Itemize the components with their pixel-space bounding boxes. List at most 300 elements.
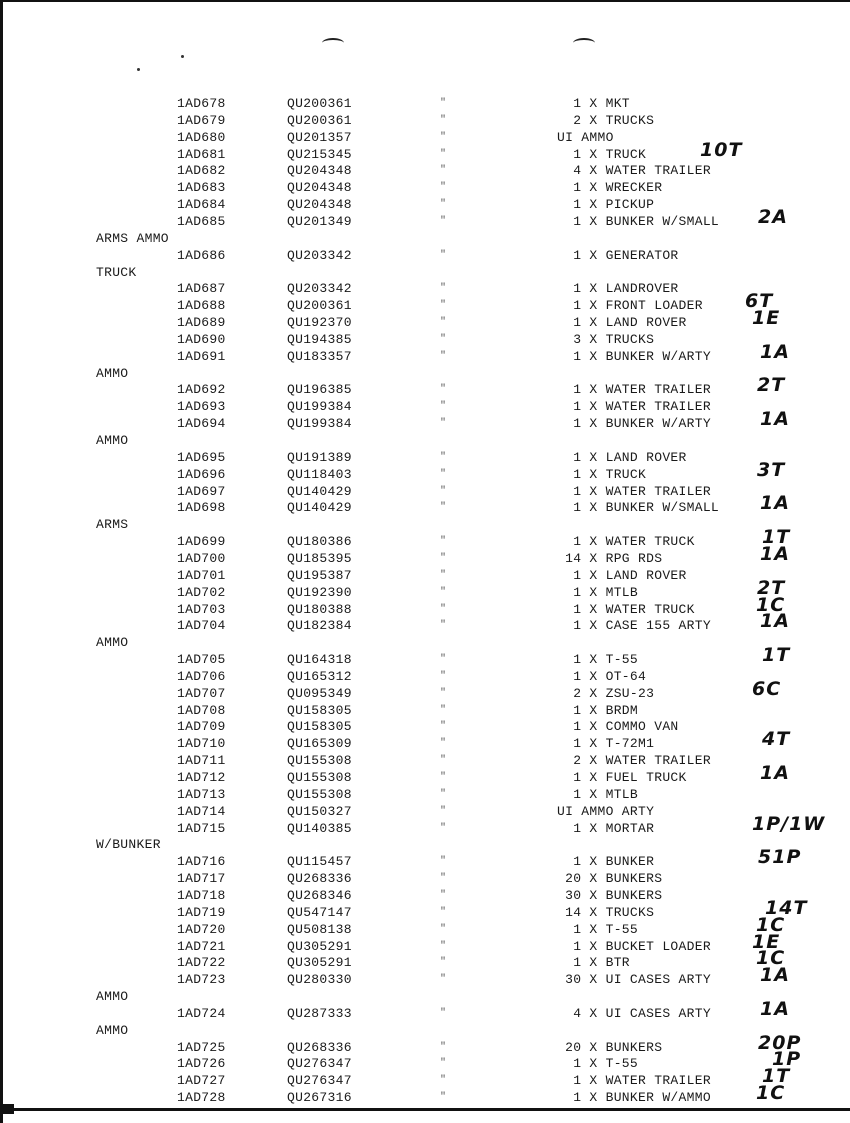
entry-id: 1AD688 xyxy=(177,298,226,314)
handwritten-annotation: 10T xyxy=(700,138,743,161)
entry-row xyxy=(0,112,850,129)
ditto-mark: " xyxy=(440,805,447,817)
entry-description: 1 X CASE 155 ARTY xyxy=(557,618,711,634)
ditto-mark: " xyxy=(440,1007,447,1019)
grid-reference: QU158305 xyxy=(287,702,352,718)
grid-reference: QU150327 xyxy=(287,803,352,819)
grid-reference: QU276347 xyxy=(287,1073,352,1089)
handwritten-annotation: 1A xyxy=(760,542,790,565)
ditto-mark: " xyxy=(440,165,447,177)
entry-id: 1AD726 xyxy=(177,1056,226,1072)
entry-description: 1 X COMMO VAN xyxy=(557,719,679,735)
continuation-line xyxy=(0,365,850,382)
entry-row xyxy=(0,947,850,971)
entry-description: 2 X WATER TRAILER xyxy=(557,753,711,769)
grid-reference: QU180386 xyxy=(287,534,352,550)
grid-reference: QU192370 xyxy=(287,315,352,331)
entry-description: 1 X BUNKER W/AMMO xyxy=(557,1090,711,1106)
grid-reference: QU268336 xyxy=(287,871,352,887)
grid-reference: QU199384 xyxy=(287,399,352,415)
grid-reference: QU095349 xyxy=(287,685,352,701)
entry-continuation: AMMO xyxy=(96,635,129,651)
entry-id: 1AD690 xyxy=(177,331,226,347)
entry-row xyxy=(0,95,850,112)
entry-row xyxy=(0,483,850,500)
entry-row xyxy=(0,896,850,921)
grid-reference: QU201357 xyxy=(287,129,352,145)
entry-id: 1AD696 xyxy=(177,466,226,482)
handwritten-annotation: 1C xyxy=(756,1082,786,1105)
entry-description: 1 X WRECKER xyxy=(557,180,663,196)
entry-continuation: ARMS AMMO xyxy=(96,230,169,246)
entry-continuation: AMMO xyxy=(96,433,129,448)
handwritten-annotation: 6C xyxy=(752,677,782,700)
ditto-mark: " xyxy=(440,552,447,564)
entry-description: 2 X ZSU-23 xyxy=(557,685,655,701)
ditto-mark: " xyxy=(440,131,447,143)
grid-reference: QU200361 xyxy=(287,96,352,111)
handwritten-annotation: 1A xyxy=(760,340,790,363)
entry-row xyxy=(0,162,850,179)
ditto-mark: " xyxy=(440,957,447,969)
ditto-mark: " xyxy=(440,772,447,783)
entry-description: UI AMMO ARTY xyxy=(557,803,655,819)
entry-description: UI AMMO xyxy=(557,129,614,145)
handwritten-annotation: 1E xyxy=(752,930,781,953)
entry-id: 1AD698 xyxy=(177,500,226,516)
entry-description: 1 X BRDM xyxy=(557,702,639,718)
entry-row xyxy=(0,870,850,887)
entry-continuation: AMMO xyxy=(96,1022,129,1038)
entry-row xyxy=(0,1048,850,1072)
ditto-mark: " xyxy=(440,620,447,632)
ditto-mark: " xyxy=(440,300,447,312)
entry-id: 1AD686 xyxy=(177,247,226,263)
ditto-mark: " xyxy=(440,704,447,716)
entry-description: 20 X BUNKERS xyxy=(557,1039,663,1055)
entry-continuation: AMMO xyxy=(96,989,129,1005)
entry-row xyxy=(0,492,850,516)
punch-hole-mark xyxy=(573,38,595,48)
entry-description: 1 X LAND ROVER xyxy=(557,315,687,331)
entry-id: 1AD687 xyxy=(177,281,226,297)
entry-description: 1 X T-72M1 xyxy=(557,736,655,752)
entry-id: 1AD723 xyxy=(177,972,226,988)
grid-reference: QU305291 xyxy=(287,938,352,954)
continuation-line xyxy=(0,264,850,281)
grid-reference: QU276347 xyxy=(287,1056,352,1072)
entry-row xyxy=(0,449,850,466)
entry-row xyxy=(0,668,850,685)
entry-id: 1AD689 xyxy=(177,315,226,331)
handwritten-annotation: 1A xyxy=(760,408,790,431)
punch-hole-mark xyxy=(322,38,344,48)
handwritten-annotation: 20P xyxy=(758,1031,802,1054)
ditto-mark: " xyxy=(440,721,447,733)
entry-description: 14 X TRUCKS xyxy=(557,904,655,920)
entry-id: 1AD702 xyxy=(177,584,226,600)
entry-row xyxy=(0,930,850,955)
grid-reference: QU155308 xyxy=(287,753,352,769)
grid-reference: QU203342 xyxy=(287,247,352,263)
grid-reference: QU215345 xyxy=(287,146,352,162)
entry-row xyxy=(0,644,850,668)
continuation-line xyxy=(0,516,850,533)
entry-id: 1AD722 xyxy=(177,955,226,971)
entry-id: 1AD678 xyxy=(177,96,226,111)
entry-id: 1AD681 xyxy=(177,146,226,162)
ditto-mark: " xyxy=(440,1041,447,1053)
handwritten-annotation: 1T xyxy=(762,526,791,549)
entry-id: 1AD693 xyxy=(177,399,226,415)
entry-row xyxy=(0,280,850,297)
ditto-mark: " xyxy=(440,148,447,160)
grid-reference: QU165312 xyxy=(287,668,352,684)
entry-description: 1 X GENERATOR xyxy=(557,247,679,263)
entry-description: 1 X FRONT LOADER xyxy=(557,298,703,314)
entry-row xyxy=(0,408,850,432)
handwritten-annotation: 1C xyxy=(756,593,786,616)
entry-description: 1 X MTLB xyxy=(557,786,639,802)
entry-id: 1AD724 xyxy=(177,1005,226,1021)
ditto-mark: " xyxy=(440,401,447,413)
entry-description: 1 X TRUCK xyxy=(557,146,647,162)
entry-id: 1AD714 xyxy=(177,803,226,819)
ditto-mark: " xyxy=(440,114,447,126)
entry-description: 30 X BUNKERS xyxy=(557,887,663,903)
grid-reference: QU267316 xyxy=(287,1090,352,1106)
entry-id: 1AD703 xyxy=(177,601,226,617)
entry-continuation: AMMO xyxy=(96,365,129,381)
ditto-mark: " xyxy=(440,603,447,615)
grid-reference: QU140429 xyxy=(287,483,352,499)
entry-row xyxy=(0,610,850,634)
entry-id: 1AD685 xyxy=(177,213,226,229)
grid-reference: QU287333 xyxy=(287,1005,352,1021)
entry-description: 1 X LAND ROVER xyxy=(557,449,687,465)
entry-description: 1 X WATER TRUCK xyxy=(557,601,695,617)
handwritten-annotation: 1C xyxy=(756,947,786,970)
entry-id: 1AD701 xyxy=(177,567,226,583)
entry-id: 1AD725 xyxy=(177,1039,226,1055)
ditto-mark: " xyxy=(440,350,447,362)
grid-reference: QU183357 xyxy=(287,348,352,364)
entry-id: 1AD684 xyxy=(177,197,226,213)
entry-id: 1AD710 xyxy=(177,736,226,752)
entry-description: 1 X MKT xyxy=(557,96,630,111)
entry-row xyxy=(0,179,850,196)
handwritten-annotation: 1T xyxy=(762,644,791,667)
handwritten-annotation: 2T xyxy=(757,374,786,397)
entry-id: 1AD720 xyxy=(177,921,226,937)
ditto-mark: " xyxy=(440,889,447,901)
continuation-line xyxy=(0,634,850,651)
entry-id: 1AD680 xyxy=(177,129,226,145)
ditto-mark: " xyxy=(440,788,447,800)
handwritten-annotation: 1P xyxy=(772,1048,802,1071)
entry-description: 1 X BUNKER W/SMALL xyxy=(557,213,720,229)
handwritten-annotation: 2A xyxy=(758,205,788,228)
ditto-mark: " xyxy=(440,215,447,227)
grid-reference: QU115457 xyxy=(287,854,352,870)
entry-row xyxy=(0,398,850,415)
ditto-mark: " xyxy=(440,822,447,834)
entry-description: 1 X BUNKER W/ARTY xyxy=(557,348,711,364)
entry-id: 1AD708 xyxy=(177,702,226,718)
entry-row xyxy=(0,803,850,820)
entry-row xyxy=(0,331,850,348)
entry-id: 1AD727 xyxy=(177,1073,226,1089)
scan-speck xyxy=(137,68,140,71)
entry-id: 1AD707 xyxy=(177,685,226,701)
entry-id: 1AD728 xyxy=(177,1090,226,1106)
entry-row xyxy=(0,458,850,483)
grid-reference: QU200361 xyxy=(287,298,352,314)
entry-description: 1 X BUNKER W/ARTY xyxy=(557,416,711,432)
entry-description: 1 X T-55 xyxy=(557,652,639,668)
entry-id: 1AD692 xyxy=(177,382,226,398)
entry-id: 1AD713 xyxy=(177,786,226,802)
entry-row xyxy=(0,887,850,904)
ditto-mark: " xyxy=(440,873,447,885)
ditto-mark: " xyxy=(440,569,447,581)
handwritten-annotation: 51P xyxy=(758,846,802,869)
ditto-mark: " xyxy=(440,940,447,952)
entry-id: 1AD682 xyxy=(177,163,226,179)
entry-description: 30 X UI CASES ARTY xyxy=(557,972,711,988)
entry-row xyxy=(0,1031,850,1056)
entry-description: 20 X BUNKERS xyxy=(557,871,663,887)
handwritten-annotation: 4T xyxy=(762,728,791,751)
entry-row xyxy=(0,913,850,938)
entry-row xyxy=(0,196,850,213)
entry-row xyxy=(0,1082,850,1106)
entry-row xyxy=(0,576,850,601)
grid-reference: QU203342 xyxy=(287,281,352,297)
grid-reference: QU508138 xyxy=(287,921,352,937)
entry-row xyxy=(0,340,850,365)
handwritten-annotation: 1C xyxy=(756,913,786,936)
ditto-mark: " xyxy=(440,974,447,986)
grid-reference: QU164318 xyxy=(287,652,352,668)
grid-reference: QU204348 xyxy=(287,163,352,179)
handwritten-annotation: 1A xyxy=(760,610,790,633)
entry-id: 1AD715 xyxy=(177,820,226,836)
ditto-mark: " xyxy=(440,906,447,918)
ditto-mark: " xyxy=(440,923,447,935)
entry-row xyxy=(0,964,850,988)
entry-row xyxy=(0,290,850,314)
entry-id: 1AD719 xyxy=(177,904,226,920)
entry-description: 1 X LAND ROVER xyxy=(557,567,687,583)
ditto-mark: " xyxy=(440,283,447,295)
entry-description: 1 X LANDROVER xyxy=(557,281,679,297)
continuation-line xyxy=(0,432,850,449)
entry-description: 1 X WATER TRAILER xyxy=(557,483,711,499)
handwritten-annotation: 3T xyxy=(757,458,786,481)
entry-description: 1 X BUNKER W/SMALL xyxy=(557,500,720,516)
entry-id: 1AD706 xyxy=(177,668,226,684)
entry-description: 1 X TRUCK xyxy=(557,466,647,482)
entry-row xyxy=(0,702,850,719)
grid-reference: QU194385 xyxy=(287,331,352,347)
entry-description: 1 X WATER TRAILER xyxy=(557,382,711,398)
grid-reference: QU199384 xyxy=(287,416,352,432)
handwritten-annotation: 1A xyxy=(760,762,790,784)
entry-description: 4 X WATER TRAILER xyxy=(557,163,711,179)
entry-id: 1AD691 xyxy=(177,348,226,364)
entry-row xyxy=(0,812,850,837)
ditto-mark: " xyxy=(440,1058,447,1070)
entry-id: 1AD716 xyxy=(177,854,226,870)
handwritten-annotation: 1A xyxy=(760,492,790,515)
entry-row xyxy=(0,374,850,398)
entry-description: 1 X WATER TRAILER xyxy=(557,1073,711,1089)
scan-border-bottom xyxy=(0,1108,850,1111)
entry-id: 1AD695 xyxy=(177,449,226,465)
grid-reference: QU118403 xyxy=(287,466,352,482)
handwritten-annotation: 14T xyxy=(765,896,808,919)
grid-reference: QU200361 xyxy=(287,112,352,128)
handwritten-annotation: 1E xyxy=(752,307,781,330)
grid-reference: QU547147 xyxy=(287,904,352,920)
grid-reference: QU158305 xyxy=(287,719,352,735)
entry-description: 1 X BUNKER xyxy=(557,854,655,870)
grid-reference: QU268346 xyxy=(287,887,352,903)
entry-description: 1 X OT-64 xyxy=(557,668,647,684)
ditto-mark: " xyxy=(440,485,447,497)
entry-description: 14 X RPG RDS xyxy=(557,550,663,566)
grid-reference: QU192390 xyxy=(287,584,352,600)
ditto-mark: " xyxy=(440,182,447,194)
entry-id: 1AD717 xyxy=(177,871,226,887)
ditto-mark: " xyxy=(440,654,447,666)
entry-description: 1 X MTLB xyxy=(557,584,639,600)
ditto-mark: " xyxy=(440,670,447,682)
entry-description: 1 X T-55 xyxy=(557,921,639,937)
entry-row xyxy=(0,526,850,550)
scan-border-top xyxy=(0,0,850,2)
ditto-mark: " xyxy=(440,502,447,514)
entry-description: 1 X BTR xyxy=(557,955,630,971)
ditto-mark: " xyxy=(440,317,447,329)
entry-id: 1AD697 xyxy=(177,483,226,499)
entry-row xyxy=(0,138,850,163)
grid-reference: QU280330 xyxy=(287,972,352,988)
entry-description: 3 X TRUCKS xyxy=(557,331,655,347)
entry-row xyxy=(0,752,850,769)
scan-speck xyxy=(181,55,184,58)
entry-id: 1AD721 xyxy=(177,938,226,954)
entry-id: 1AD709 xyxy=(177,719,226,735)
entry-id: 1AD712 xyxy=(177,770,226,785)
entry-continuation: TRUCK xyxy=(96,264,137,280)
entry-description: 1 X PICKUP xyxy=(557,197,655,213)
continuation-line xyxy=(0,988,850,1005)
continuation-line xyxy=(0,230,850,247)
entry-id: 1AD694 xyxy=(177,416,226,432)
ditto-mark: " xyxy=(440,384,447,396)
grid-reference: QU140429 xyxy=(287,500,352,516)
handwritten-annotation: 6T xyxy=(745,290,774,313)
grid-reference: QU191389 xyxy=(287,449,352,465)
continuation-line xyxy=(0,836,850,853)
ditto-mark: " xyxy=(440,1075,447,1087)
ditto-mark: " xyxy=(440,738,447,750)
handwritten-annotation: 1A xyxy=(760,964,790,987)
ditto-mark: " xyxy=(440,249,447,261)
ditto-mark: " xyxy=(440,755,447,767)
grid-reference: QU204348 xyxy=(287,180,352,196)
entry-description: 1 X BUCKET LOADER xyxy=(557,938,711,954)
entry-id: 1AD718 xyxy=(177,887,226,903)
handwritten-annotation: 1P/1W xyxy=(752,812,826,835)
entry-row xyxy=(0,307,850,331)
handwritten-annotation: 2T xyxy=(757,576,786,599)
entry-row xyxy=(0,567,850,584)
entry-row xyxy=(0,728,850,752)
grid-reference: QU185395 xyxy=(287,550,352,566)
handwritten-annotation: 1T xyxy=(762,1065,791,1088)
grid-reference: QU140385 xyxy=(287,820,352,836)
ditto-mark: " xyxy=(440,199,447,211)
continuation-line xyxy=(0,1022,850,1039)
grid-reference: QU305291 xyxy=(287,955,352,971)
entry-description: 4 X UI CASES ARTY xyxy=(557,1005,711,1021)
entry-id: 1AD711 xyxy=(177,753,226,769)
grid-reference: QU195387 xyxy=(287,567,352,583)
entry-id: 1AD699 xyxy=(177,534,226,550)
entry-row xyxy=(0,786,850,803)
ditto-mark: " xyxy=(440,536,447,548)
entry-row xyxy=(0,1065,850,1089)
entry-continuation: ARMS xyxy=(96,517,129,533)
ditto-mark: " xyxy=(440,418,447,430)
handwritten-annotation: 1A xyxy=(760,997,790,1020)
ditto-mark: " xyxy=(440,451,447,463)
entry-row xyxy=(0,247,850,264)
entry-description: 1 X WATER TRAILER xyxy=(557,399,711,415)
entry-id: 1AD679 xyxy=(177,112,226,128)
ditto-mark: " xyxy=(440,98,447,109)
entry-id: 1AD705 xyxy=(177,652,226,668)
entry-description: 2 X TRUCKS xyxy=(557,112,655,128)
entry-description: 1 X T-55 xyxy=(557,1056,639,1072)
grid-reference: QU201349 xyxy=(287,213,352,229)
entry-row xyxy=(0,718,850,735)
grid-reference: QU182384 xyxy=(287,618,352,634)
ditto-mark: " xyxy=(440,856,447,868)
entry-id: 1AD700 xyxy=(177,550,226,566)
ditto-mark: " xyxy=(440,468,447,480)
ditto-mark: " xyxy=(440,333,447,345)
ditto-mark: " xyxy=(440,1092,447,1104)
grid-reference: QU268336 xyxy=(287,1039,352,1055)
grid-reference: QU196385 xyxy=(287,382,352,398)
entry-row xyxy=(0,762,850,786)
grid-reference: QU155308 xyxy=(287,786,352,802)
grid-reference: QU165309 xyxy=(287,736,352,752)
grid-reference: QU204348 xyxy=(287,197,352,213)
entry-continuation: W/BUNKER xyxy=(96,837,161,853)
grid-reference: QU155308 xyxy=(287,770,352,785)
entry-id: 1AD683 xyxy=(177,180,226,196)
ditto-mark: " xyxy=(440,687,447,699)
ditto-mark: " xyxy=(440,586,447,598)
entry-description: 1 X MORTAR xyxy=(557,820,655,836)
entry-row xyxy=(0,846,850,870)
entry-description: 1 X FUEL TRUCK xyxy=(557,770,687,785)
